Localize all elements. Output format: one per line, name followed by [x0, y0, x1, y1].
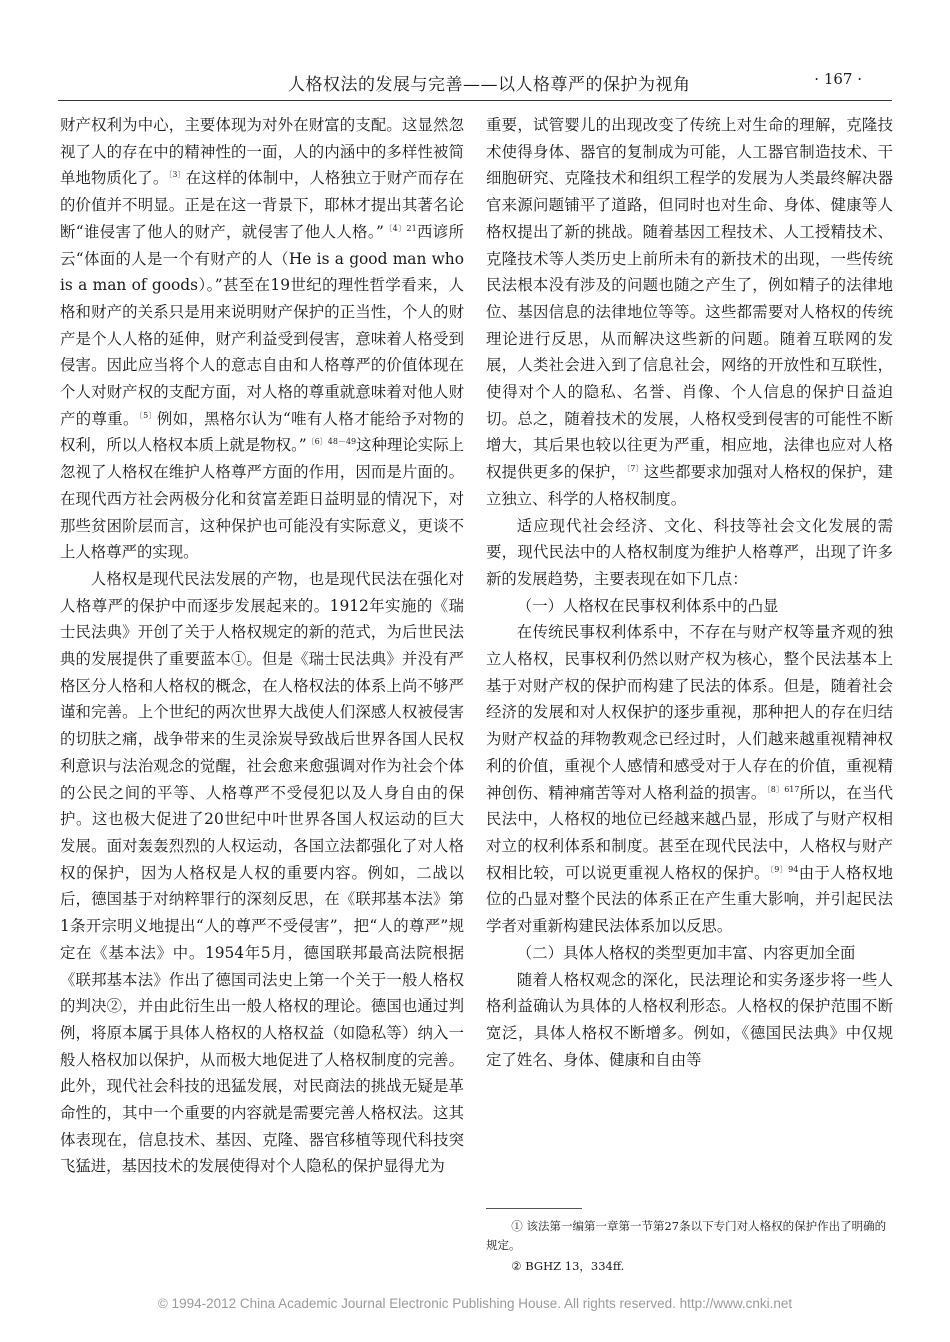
- citation: 〔6〕48－49: [306, 437, 357, 447]
- running-header: [58, 66, 892, 101]
- citation: 〔4〕21: [383, 223, 417, 233]
- paragraph: 重要，试管婴儿的出现改变了传统上对生命的理解，克隆技术使得身体、器官的复制成为可能，人工器官制造技术、干细胞研究、克隆技术和组织工程学的发展为人类最终解决器官来源问题铺平了道路，但同时也对生命、身体、健康等人格权提出了新的挑战。随着基因工程技术、人工授精技术、克隆技术等人类历史上前所未有的新技术的出现，一些传统民法根本没有涉及的问题也随之产生了，例如精子的法律地位、基因信息的法律地位等等。这些都需要对人格权的传统理论进行反思，从而解决这些新的问题。随着互联网的发展，人类社会进入到了信息社会，网络的开放性和互联性，使得对个人的隐私、名誉、肖像、个人信息的保护日益迫切。总之，随着技术的发展，人格权受到侵害的可能性不断增大，其后果也较以往更为严重，相应地，法律也应对人格权提供更多的保护，$^{〔7〕}$这些都要求加强对人格权的保护，建立独立、科学的人格权制度。: [486, 116, 893, 508]
- footnote-divider: [486, 1208, 582, 1209]
- paragraph: 随着人格权观念的深化，民法理论和实务逐步将一些人格利益确认为具体的人格权利形态。人格权的保护范围不断宽泛，具体人格权不断增多。例如，《德国民法典》中仅规定了姓名、身体、健康和自由等: [486, 970, 893, 1069]
- footnote: ① 该法第一编第一章第一节第27条以下专门对人格权的保护作出了明确的规定。: [486, 1219, 887, 1252]
- paragraph: 在传统民事权利体系中，不存在与财产权等量齐观的独立人格权，民事权利仍然以财产权为核心，整个民法基本上基于对财产权的保护而构建了民法的体系。但是，随着社会经济的发展和对人权保护的逐步重视，那种把人的存在归结为财产权益的拜物教观念已经过时，人们越来越重视精神权利的价值，重视个人感情和感受对于人存在的价值，重视精神创伤、精神痛苦等对人格利益的损害。$^{〔8〕617}$所以，在当代民法中，人格权的地位已经越来越凸显，形成了与财产权相对立的权利体系和制度。甚至在现代民法中，人格权与财产权相比较，可以说更重视人格权的保护。$^{〔9〕94}$由于人格权地位的凸显对整个民法的体系正在产生重大影响，并引起民法学者对重新构建民法体系加以反思。: [486, 623, 893, 936]
- page-number: · 167 ·: [814, 70, 862, 88]
- citation: 〔9〕94: [769, 864, 799, 874]
- copyright-notice: © 1994-2012 China Academic Journal Electronic Publishing House. All rights reserved. http://www.cnki.net: [157, 1296, 793, 1311]
- section-heading: （一）人格权在民事权利体系中的凸显: [516, 596, 779, 615]
- right-column: [486, 112, 893, 1073]
- footnote: ② BGHZ 13，334ff.: [511, 1259, 625, 1273]
- section-heading: （二）具体人格权的类型更加丰富、内容更加全面: [516, 943, 856, 962]
- paragraph: 适应现代社会经济、文化、科技等社会文化发展的需要，现代民法中的人格权制度为维护人格尊严，出现了许多新的发展趋势，主要表现在如下几点：: [486, 516, 893, 588]
- paragraph: 人格权是现代民法发展的产物，也是现代民法在强化对人格尊严的保护中而逐步发展起来的。1912年实施的《瑞士民法典》开创了关于人格权规定的新的范式，为后世民法典的发展提供了重要蓝本①。但是《瑞士民法典》并没有严格区分人格和人格权的概念，在人格权法的体系上尚不够严谨和完善。上个世纪的两次世界大战使人们深感人权被侵害的切肤之痛，战争带来的生灵涂炭导致战后世界各国人民权利意识与法治观念的觉醒，社会愈来愈强调对作为社会个体的公民之间的平等、人格尊严不受侵犯以及人身自由的保护。这也极大促进了20世纪中叶世界各国人权运动的巨大发展。面对轰轰烈烈的人权运动，各国立法都强化了对人格权的保护，因为人格权是人权的重要内容。例如，二战以后，德国基于对纳粹罪行的深刻反思，在《联邦基本法》第1条开宗明义地提出“人的尊严不受侵害”，把“人的尊严”规定在《基本法》中。1954年5月，德国联邦最高法院根据《联邦基本法》作出了德国司法史上第一个关于一般人格权的判决②，并由此衍生出一般人格权的理论。德国也通过判例，将原本属于具体人格权的人格权益（如隐私等）纳入一般人格权加以保护，从而极大地促进了人格权制度的完善。此外，现代社会科技的迅猛发展，对民商法的挑战无疑是革命性的，其中一个重要的内容就是需要完善人格权法。这其体表现在，信息技术、基因、克隆、器官移植等现代科技突飞猛进，基因技术的发展使得对个人隐私的保护显得尤为: [60, 569, 464, 1176]
- running-title: 人格权法的发展与完善——以人格尊严的保护为视角: [288, 75, 691, 95]
- footnotes: [486, 1217, 893, 1276]
- left-column: [60, 112, 464, 1180]
- citation: 〔7〕: [626, 464, 644, 474]
- citation: 〔3〕: [168, 170, 186, 180]
- paragraph: 财产权利为中心，主要体现为对外在财富的支配。这显然忽视了人的存在中的精神性的一面，人的内涵中的多样性被简单地物质化了。$^{〔3〕}$在这样的体制中，人格独立于财产而存在的价值并不明显。正是在这一背景下，耶林才提出其著名论断“谁侵害了他人的财产，就侵害了他人人格。”$^{〔4〕21}$西谚所云“体面的人是一个有财产的人（He is a good man who is a man of goods）。”甚至在19世纪的理性哲学看来，人格和财产的关系只是用来说明财产保护的正当性，个人的财产是个人人格的延伸，财产利益受到侵害，意味着人格受到侵害。因此应当将个人的意志自由和人格尊严的价值体现在个人对财产权的支配方面，对人格的尊重就意味着对他人财产的尊重。$^{〔5〕}$例如，黑格尔认为“唯有人格才能给予对物的权利，所以人格权本质上就是物权。”$^{〔6〕48-49}$这种理论实际上忽视了人格权在维护人格尊严方面的作用，因而是片面的。在现代西方社会两极分化和贫富差距日益明显的情况下，对那些贫困阶层而言，这种保护也可能没有实际意义，更谈不上人格尊严的实现。: [60, 116, 464, 562]
- footnote-marker[interactable]: ②: [106, 997, 123, 1016]
- citation: 〔5〕: [138, 410, 157, 420]
- citation: 〔8〕617: [766, 784, 800, 794]
- footnote-marker[interactable]: ①: [230, 650, 247, 669]
